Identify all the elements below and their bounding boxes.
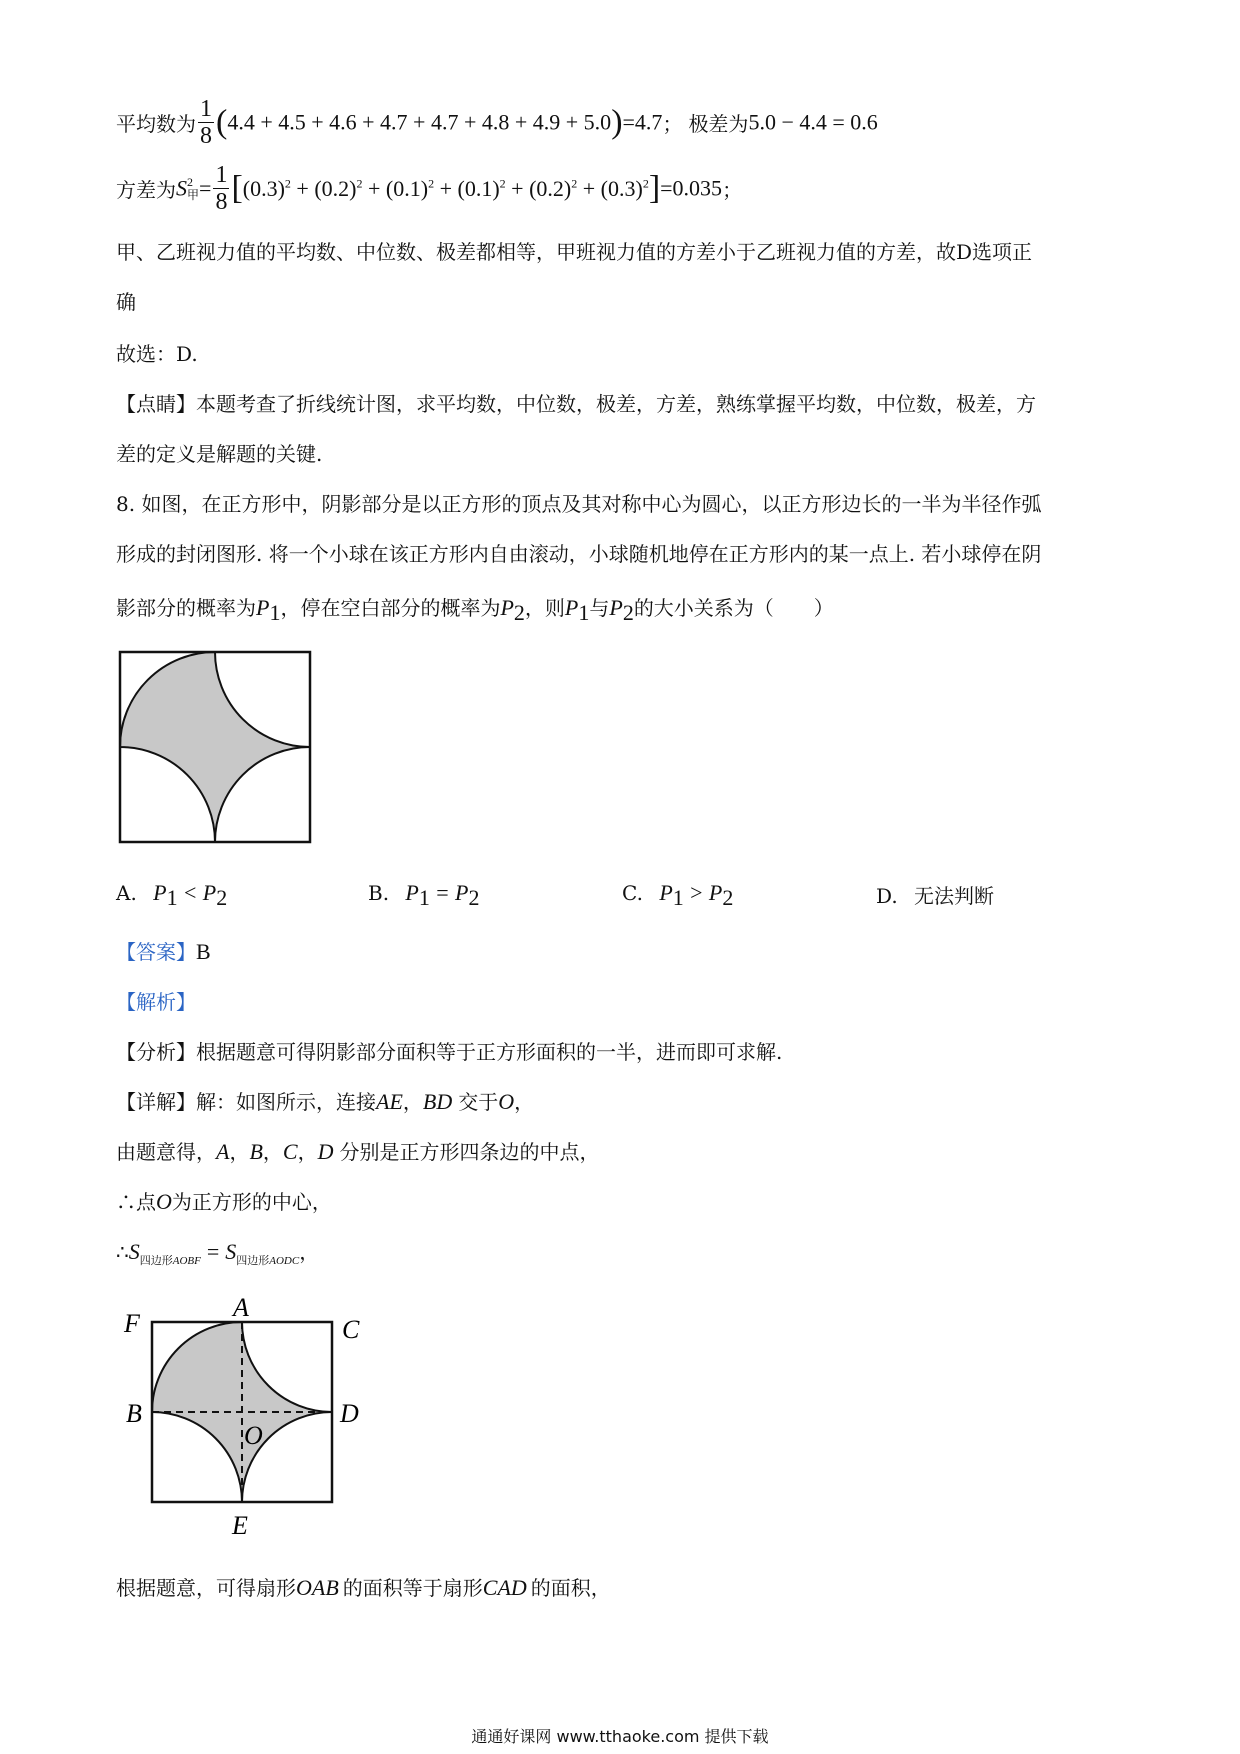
- question-figure: [118, 650, 312, 844]
- xiangjie-text: 【详解】解：如图所示，连接AE，BD 交于O，: [116, 1089, 535, 1114]
- label-a: A: [233, 1296, 249, 1322]
- comparison-text-cont: 确: [116, 290, 136, 314]
- variance-terms: $(0.3)^2 + (0.2)^2 + (0.1)^2 + (0.1)^2 + (0.2)^2 + (0.3)^2$: [242, 175, 649, 201]
- option-c[interactable]: C. $P_1 > P_2$: [622, 880, 734, 910]
- label-f: F: [124, 1309, 140, 1338]
- range-lead: 极差为: [688, 112, 749, 136]
- answer-line: [116, 936, 211, 965]
- dianjing-text-cont: 差的定义是解题的关键.: [116, 442, 323, 466]
- analysis-tag: 【解析】: [116, 990, 196, 1014]
- solution-figure: [118, 1296, 378, 1546]
- question-8-line3: 影部分的概率为$P_1$，停在空白部分的概率为$P_2$，则$P_1$与$P_2$的大小关系为（ ）: [116, 595, 834, 625]
- variance-line: 方差为S 2 甲 = $\frac{1}{8}$ $[(0.3)^2 + (0.2)^2 + (0.1)^2 + (0.1)^2 + (0.2)^2 + (0.3)^2]=0.035$；: [116, 162, 743, 215]
- midpoint-text: 由题意得，A，B，C，D 分别是正方形四条边的中点，: [116, 1139, 600, 1164]
- average-terms: 4.4 + 4.5 + 4.6 + 4.7 + 4.7 + 4.8 + 4.9 + 5.0: [227, 109, 612, 135]
- dianjing-text: 【点睛】本题考查了折线统计图，求平均数，中位数，极差，方差，熟练掌握平均数，中位数，极差，方: [116, 392, 1036, 416]
- range-expression: 5.0 − 4.4 = 0.6: [748, 109, 878, 135]
- answer-tag: 【答案】: [116, 940, 196, 964]
- average-result: =4.7: [622, 109, 663, 135]
- sector-text: 根据题意，可得扇形OAB 的面积等于扇形CAD 的面积，: [116, 1575, 611, 1600]
- variance-fraction: $\frac{1}{8}$: [215, 162, 228, 215]
- option-a[interactable]: A. $P_1 < P_2$: [116, 880, 228, 910]
- answer-value: B: [196, 939, 211, 964]
- label-c: C: [342, 1315, 360, 1344]
- variance-lead: 方差为: [116, 178, 176, 202]
- option-d[interactable]: D. 无法判断: [876, 884, 995, 908]
- area-equation: $\therefore S_{四边形AOBF} = S_{四边形AODC}$，: [116, 1239, 320, 1267]
- average-lead: 平均数为: [116, 112, 196, 136]
- choice-text: 故选：D.: [116, 342, 198, 366]
- center-text: ∴点O为正方形的中心，: [116, 1189, 332, 1214]
- comparison-text: 甲、乙班视力值的平均数、中位数、极差都相等，甲班视力值的方差小于乙班视力值的方差，故D选项正: [116, 240, 1033, 264]
- variance-result: =0.035: [660, 175, 723, 201]
- option-b[interactable]: B. $P_1 = P_2$: [368, 880, 480, 910]
- fenxi-text: 【分析】根据题意可得阴影部分面积等于正方形面积的一半，进而即可求解.: [116, 1040, 783, 1064]
- label-e: E: [232, 1511, 248, 1540]
- label-o: O: [244, 1421, 263, 1450]
- average-line: 平均数为 $\frac{1}{8}$ (4.4 + 4.5 + 4.6 + 4.7 + 4.7 + 4.8 + 4.9 + 5.0)=4.7； 极差为5.0 − 4.4 = 0.6: [116, 96, 878, 149]
- page-footer: 通通好课网 www.tthaoke.com 提供下载: [471, 1727, 769, 1746]
- average-fraction: $\frac{1}{8}$: [200, 96, 212, 149]
- shaded-region: [120, 652, 310, 842]
- label-b: B: [126, 1399, 142, 1428]
- label-d: D: [340, 1399, 359, 1428]
- question-8-line2: 形成的封闭图形. 将一个小球在该正方形内自由滚动，小球随机地停在正方形内的某一点上. 若小球停在阴: [116, 542, 1042, 566]
- question-8-line1: 8. 如图，在正方形中，阴影部分是以正方形的顶点及其对称中心为圆心，以正方形边长的一半为半径作弧: [116, 492, 1042, 516]
